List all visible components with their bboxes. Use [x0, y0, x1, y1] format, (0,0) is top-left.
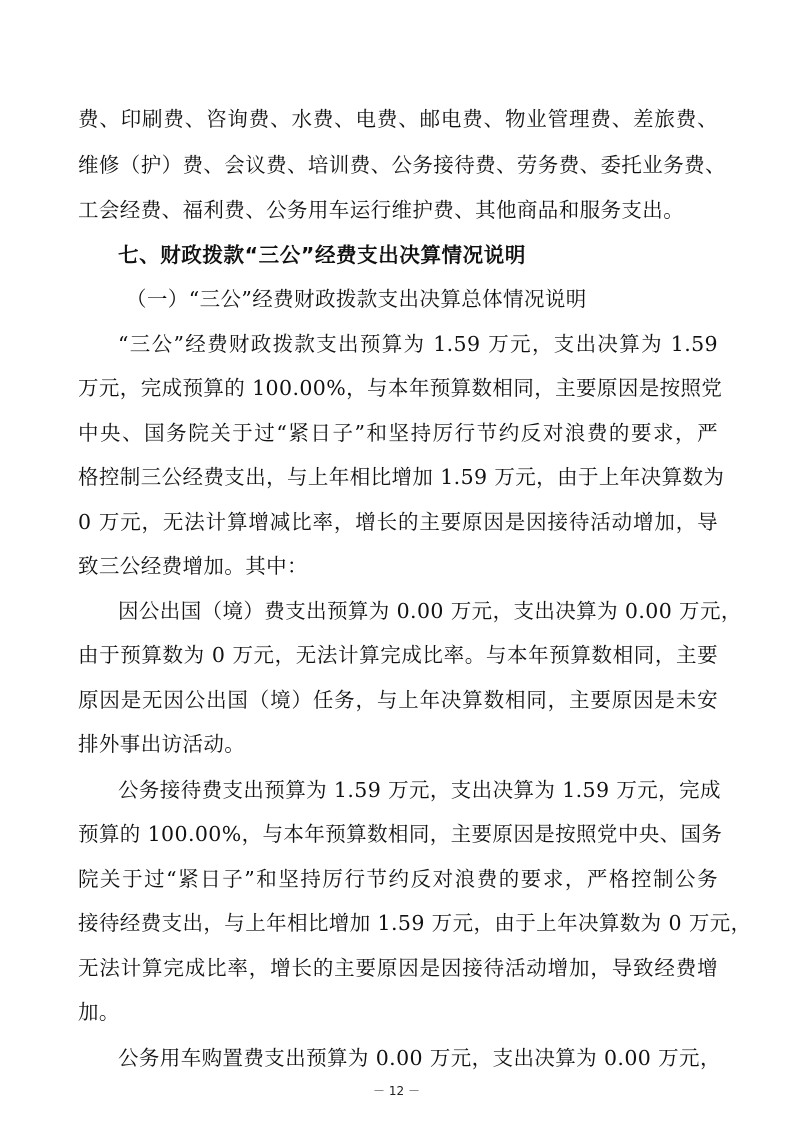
body-line: 因公出国（境）费支出预算为 0.00 万元，支出决算为 0.00 万元， — [118, 599, 742, 623]
body-line: 公务用车购置费支出预算为 0.00 万元，支出决算为 0.00 万元， — [118, 1046, 721, 1070]
body-line: 加。 — [78, 1000, 120, 1024]
body-line: 接待经费支出，与上年相比增加 1.59 万元，由于上年决算数为 0 万元， — [78, 911, 752, 935]
body-line: 致三公经费增加。其中： — [78, 554, 308, 578]
page-number: － 12 － — [373, 1084, 420, 1098]
body-line: 中央、国务院关于过“紧日子”和坚持厉行节约反对浪费的要求，严 — [78, 421, 718, 445]
body-line: 维修（护）费、会议费、培训费、公务接待费、劳务费、委托业务费、 — [78, 153, 726, 177]
section-heading: 七、财政拨款“三公”经费支出决算情况说明 — [118, 243, 526, 267]
body-line: 无法计算完成比率，增长的主要原因是因接待活动增加，导致经费增 — [78, 956, 718, 980]
body-line: 0 万元，无法计算增减比率，增长的主要原因是因接待活动增加，导 — [78, 510, 718, 534]
body-line: 预算的 100.00%，与本年预算数相同，主要原因是按照党中央、国务 — [78, 822, 723, 846]
body-line: 格控制三公经费支出，与上年相比增加 1.59 万元，由于上年决算数为 — [78, 465, 725, 489]
body-line: 万元，完成预算的 100.00%，与本年预算数相同，主要原因是按照党 — [78, 376, 723, 400]
body-line: 工会经费、福利费、公务用车运行维护费、其他商品和服务支出。 — [78, 198, 685, 222]
body-line: 排外事出访活动。 — [78, 732, 246, 756]
body-line: 公务接待费支出预算为 1.59 万元，支出决算为 1.59 万元，完成 — [118, 778, 721, 802]
body-line: 费、印刷费、咨询费、水费、电费、邮电费、物业管理费、差旅费、 — [78, 107, 718, 131]
body-line: 院关于过“紧日子”和坚持厉行节约反对浪费的要求，严格控制公务 — [78, 867, 718, 891]
body-line: 由于预算数为 0 万元，无法计算完成比率。与本年预算数相同，主要 — [78, 643, 718, 667]
body-line: 原因是无因公出国（境）任务，与上年决算数相同，主要原因是未安 — [78, 688, 718, 712]
body-line: “三公”经费财政拨款支出预算为 1.59 万元，支出决算为 1.59 — [118, 332, 718, 356]
subsection-heading: （一）“三公”经费财政拨款支出决算总体情况说明 — [126, 287, 587, 311]
